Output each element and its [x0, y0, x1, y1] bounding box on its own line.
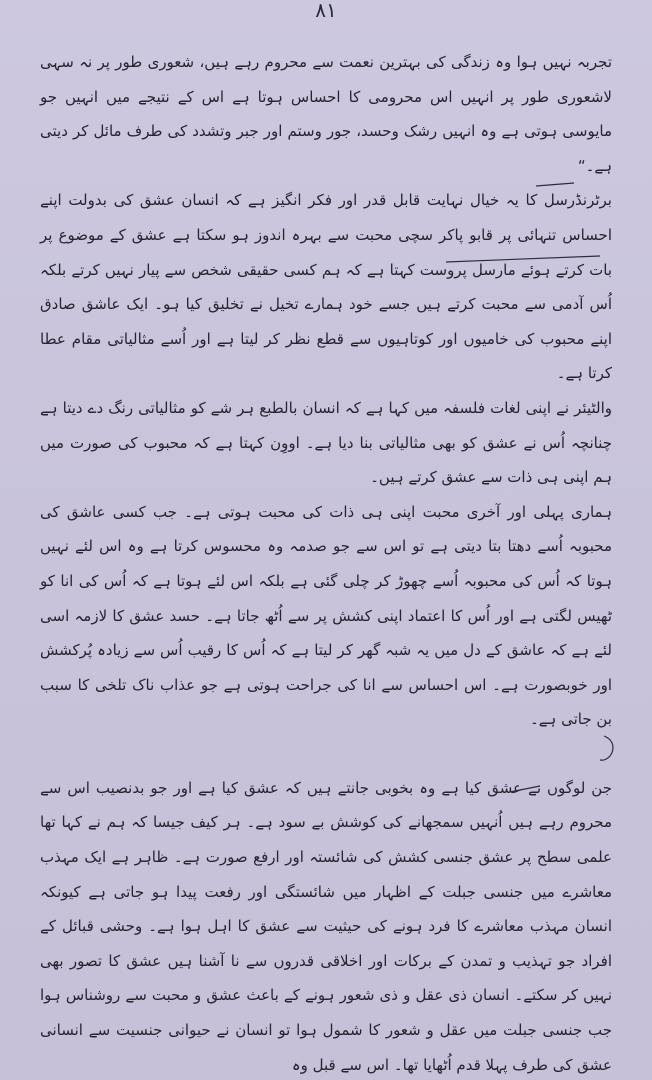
- page-number: ۸۱: [315, 0, 337, 22]
- body-text: [40, 45, 612, 1080]
- paragraph-voltaire: والٹیئر نے اپنی لغات فلسفہ میں کہا ہے کہ انسان بالطبع ہر شے کو مثالیاتی رنگ دے دیتا ہے چنانچہ اُس نے عشق کو بھی مثالیاتی بنا دیا ہے۔ اووِن کہتا ہے کہ محبوب کی صورت میں ہم اپنی ہی ذات سے عشق کرتے ہیں۔: [40, 398, 612, 487]
- paragraph-russell: برٹرنڈرسل کا یہ خیال نہایت قابل قدر اور فکر انگیز ہے کہ انسان عشق کی بدولت اپنے احساس تنہائی پر قابو پاکر سچی محبت سے بہرہ اندوز ہو سکتا ہے عشق کے موضوع پر بات کرتے ہوئے مارسل پروست کہتا ہے کہ ہم کسی حقیقی شخص سے پیار نہیں کرتے بلکہ اُس آدمی سے محبت کرتے ہیں جسے خود ہمارے تخیل نے تخلیق کیا ہو۔ ایک عاشق صادق اپنے محبوب کی خامیوں اور کوتاہیوں سے قطع نظر کر لیتا ہے اور اُسے مثالیاتی مقام عطا کرتا ہے۔: [40, 191, 612, 383]
- paragraph-lovers: جن لوگوں نے عشق کیا ہے وہ بخوبی جانتے ہیں کہ عشق کیا ہے اور جو بدنصیب اس سے محروم رہے ہیں اُنہیں سمجھانے کی کوشش بے سود ہے۔ ہر کیف جیسا کہ ہم نے کہا تھا علمی سطح پر عشق جنسی کشش کی شائستہ اور ارفع صورت ہے۔ ظاہر ہے ایک مہذب معاشرے میں جنسی جبلت کے اظہار میں شائستگی اور رفعت پیدا ہو جاتی ہے کیونکہ انسان مہذب معاشرے کا فرد ہونے کی حیثیت سے عشق کا اہل ہوا ہے۔ وحشی قبائل کے افراد جو تہذیب و تمدن کے برکات اور اخلاقی قدروں سے نا آشنا ہیں عشق کا تصور بھی نہیں کر سکتے۔ انسان ذی عقل و ذی شعور ہونے کے باعث عشق و محبت سے روشناس ہوا جب جنسی جبلت میں عقل و شعور کا شمول ہوا تو انسان نے حیوانی جنسیت سے انسانی عشق کی طرف پہلا قدم اُٹھایا تھا۔ اس سے قبل وہ: [40, 778, 612, 1074]
- paragraph-self-love: ہماری پہلی اور آخری محبت اپنی ہی ذات کی محبت ہوتی ہے۔ جب کسی عاشق کی محبوبہ اُسے دھتا بتا دیتی ہے تو اس سے جو صدمہ وہ محسوس کرتا ہے وہ اس لئے نہیں ہوتا کہ اُس کی محبوبہ اُسے چھوڑ کر چلی گئی ہے بلکہ اس لئے ہوتا ہے کہ اُس کی انا کو ٹھیس لگتی ہے اور اُس کا اعتماد اپنی کشش پر سے اُٹھ جاتا ہے۔ حسد عشق کا لازمہ اسی لئے ہے کہ عاشق کے دل میں یہ شبہ گھر کر لیتا ہے کہ اُس کا رقیب اُس سے زیادہ پُرکشش اور خوبصورت ہے۔ اس احساس سے انا کی جراحت ہوتی ہے جو عذاب ناک تلخی کا سبب بن جاتی ہے۔: [40, 502, 612, 729]
- paragraph-continuation: تجربہ نہیں ہوا وہ زندگی کی بہترین نعمت سے محروم رہے ہیں، شعوری طور پر نہ سہی لاشعوری طور پر انہیں اس محرومی کا احساس ہوتا ہے اس کے نتیجے میں انہیں جو مایوسی ہوتی ہے وہ انہیں رشک وحسد، جور وستم اور جبر وتشدد کی طرف مائل کر دیتی ہے۔“: [40, 53, 612, 175]
